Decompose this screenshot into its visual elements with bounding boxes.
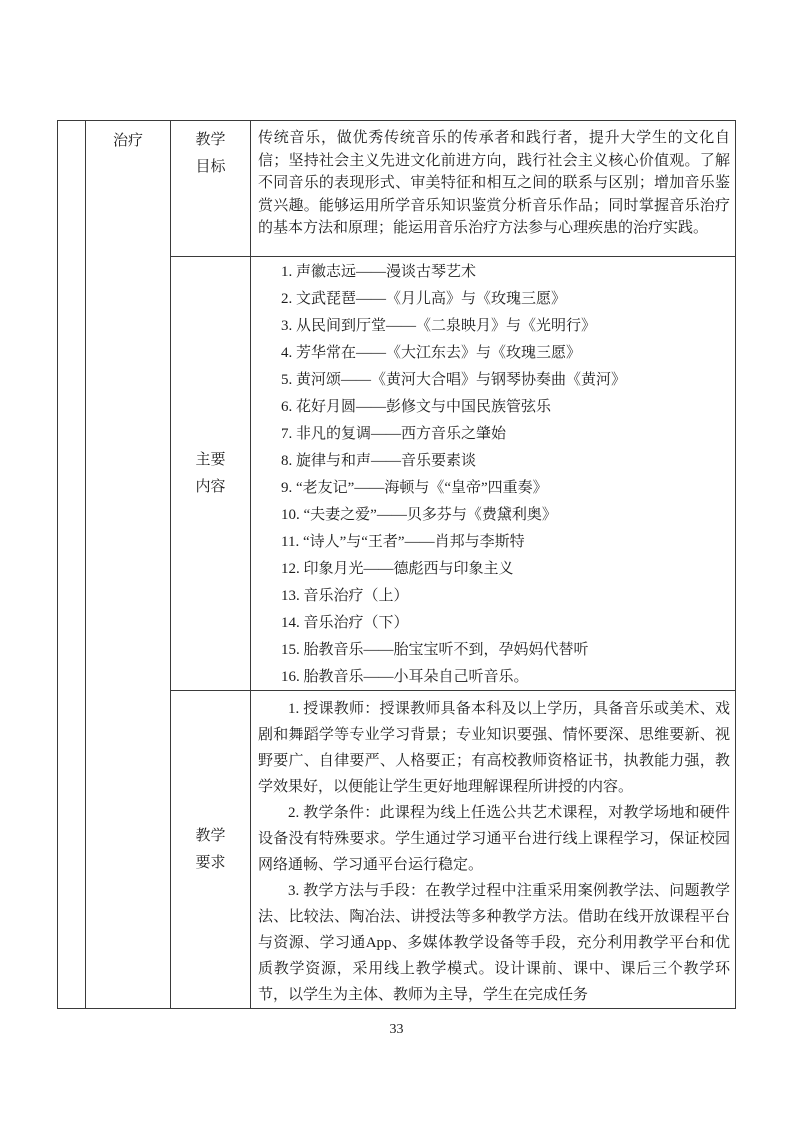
lecture-list-item: 15. 胎教音乐——胎宝宝听不到，孕妈妈代替听 — [281, 642, 589, 658]
lecture-list-item: 16. 胎教音乐——小耳朵自己听音乐。 — [281, 669, 529, 685]
teaching-goal-content: 传统音乐，做优秀传统音乐的传承者和践行者，提升大学生的文化自信；坚持社会主义先进文化前进方向，践行社会主义核心价值观。了解不同音乐的表现形式、审美特征和相互之间的联系与区别；增加音乐鉴赏兴趣。能够运用所学音乐知识鉴赏分析音乐作品；同时掌握音乐治疗的基本方法和原理；能运用音乐治疗方法参与心理疾患的治疗实践。 — [251, 121, 735, 257]
row-label-teaching-requirements — [171, 691, 251, 1008]
table-cell-outer-margin — [58, 121, 86, 1008]
requirement-paragraph: 1. 授课教师：授课教师具备本科及以上学历，具备音乐或美术、戏剧和舞蹈学等专业学习背景；专业知识要强、情怀要深、思维要新、视野要广、自律要严、人格要正；有高校教师资格证书，执教能力强，教学效果好，以便能让学生更好地理解课程所讲授的内容。 — [258, 701, 730, 795]
page-number: 33 — [389, 1022, 404, 1037]
table-cell-category — [86, 121, 171, 1008]
lecture-list-item: 7. 非凡的复调——西方音乐之肇始 — [281, 426, 507, 442]
requirement-paragraph: 2. 教学条件：此课程为线上任选公共艺术课程，对教学场地和硬件设备没有特殊要求。学生通过学习通平台进行线上课程学习，保证校园网络通畅、学习通平台运行稳定。 — [258, 805, 730, 873]
lecture-list-item: 14. 音乐治疗（下） — [281, 615, 409, 631]
row-label-line: 目标 — [195, 159, 226, 175]
course-outline-table — [57, 120, 736, 1009]
row-label-teaching-goal — [171, 121, 251, 257]
row-label-line: 主要 — [195, 451, 226, 468]
lecture-list-item: 10. “夫妻之爱”——贝多芬与《费黛利奥》 — [281, 507, 557, 523]
row-label-main-content — [171, 257, 251, 691]
requirement-paragraph: 3. 教学方法与手段：在教学过程中注重采用案例教学法、问题教学法、比较法、陶冶法、讲授法等多种教学方法。借助在线开放课程平台与资源、学习通App、多媒体教学设备等手段，充分利用教学平台和优质教学资源，采用线上教学模式。设计课前、课中、课后三个教学环节，以学生为主体、教师为主导，学生在完成任务 — [258, 883, 730, 1003]
teaching-requirements-content — [251, 691, 735, 1008]
lecture-list-item: 6. 花好月圆——彭修文与中国民族管弦乐 — [281, 399, 552, 415]
row-label-line: 要求 — [195, 854, 226, 871]
row-label-line: 内容 — [195, 478, 226, 495]
lecture-list-item: 13. 音乐治疗（上） — [281, 588, 409, 604]
lecture-list-item: 8. 旋律与和声——音乐要素谈 — [281, 453, 477, 469]
category-label: 治疗 — [112, 133, 143, 149]
lecture-list-item: 4. 芳华常在——《大江东去》与《玫瑰三愿》 — [281, 345, 582, 361]
lecture-list-item: 12. 印象月光——德彪西与印象主义 — [281, 561, 514, 577]
row-label-line: 教学 — [195, 132, 226, 148]
lecture-list-item: 3. 从民间到厅堂——《二泉映月》与《光明行》 — [281, 318, 597, 334]
lecture-list-item: 1. 声徽志远——漫谈古琴艺术 — [281, 264, 477, 280]
main-content-list — [251, 257, 735, 691]
lecture-list-item: 5. 黄河颂——《黄河大合唱》与钢琴协奏曲《黄河》 — [281, 372, 627, 388]
lecture-list-item: 11. “诗人”与“王者”——肖邦与李斯特 — [281, 534, 525, 550]
lecture-list-item: 2. 文武琵琶——《月儿高》与《玫瑰三愿》 — [281, 291, 567, 307]
row-label-line: 教学 — [195, 827, 226, 844]
lecture-list-item: 9. “老友记”——海顿与《“皇帝”四重奏》 — [281, 480, 548, 496]
